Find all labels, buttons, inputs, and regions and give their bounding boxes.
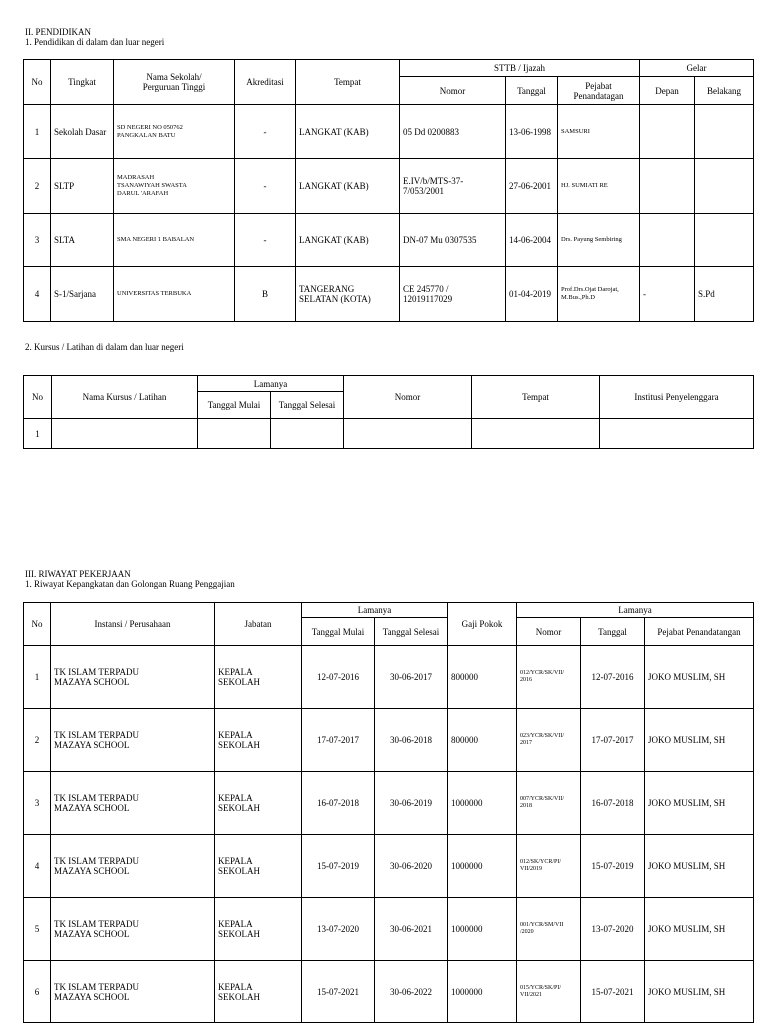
col-pejabat: Pejabat Penandatagan	[558, 77, 640, 105]
table-row	[24, 709, 754, 772]
cell-depan	[640, 214, 695, 267]
cell-pejabat: HJ. SUMIATI RE	[558, 159, 640, 214]
section-education-title: II. PENDIDIKAN	[25, 27, 91, 37]
cell-jabatan: KEPALA SEKOLAH	[215, 772, 302, 835]
cell-nomor	[344, 419, 472, 449]
cell-pejabat: JOKO MUSLIM, SH	[645, 772, 754, 835]
cell-tanggal: 15-07-2019	[581, 835, 645, 898]
cell-jabatan: KEPALA SEKOLAH	[215, 835, 302, 898]
col-tanggal-selesai: Tanggal Selesai	[375, 618, 448, 646]
col-tanggal-mulai: Tanggal Mulai	[302, 618, 375, 646]
table-row	[24, 772, 754, 835]
cell-tanggal: 13-07-2020	[581, 898, 645, 961]
cell-nomor: 05 Dd 0200883	[400, 105, 506, 159]
table-row	[24, 961, 754, 1023]
section-work-title: III. RIWAYAT PEKERJAAN	[25, 569, 131, 579]
cell-pejabat: Prof.Drs.Ojat Darojat, M.Bus.,Ph.D	[558, 267, 640, 322]
cell-tempat: LANGKAT (KAB)	[296, 214, 400, 267]
col-lamanya: Lamanya	[302, 603, 448, 618]
col-tempat: Tempat	[472, 376, 600, 419]
cell-no: 1	[24, 419, 52, 449]
course-table	[23, 375, 754, 449]
cell-no: 6	[24, 961, 51, 1023]
col-no: No	[24, 60, 51, 105]
cell-akreditasi: -	[235, 105, 296, 159]
cell-tempat: LANGKAT (KAB)	[296, 105, 400, 159]
table-row	[24, 214, 754, 267]
education-table	[23, 59, 754, 322]
cell-jabatan: KEPALA SEKOLAH	[215, 898, 302, 961]
col-tanggal: Tanggal	[506, 77, 558, 105]
cell-tanggal: 16-07-2018	[581, 772, 645, 835]
cell-nomor: 012/SK/YCR/PI/ VII/2019	[517, 835, 581, 898]
col-tanggal-selesai: Tanggal Selesai	[271, 392, 344, 419]
cell-pejabat: JOKO MUSLIM, SH	[645, 835, 754, 898]
col-gaji-pokok: Gaji Pokok	[448, 603, 517, 646]
col-instansi: Instansi / Perusahaan	[51, 603, 215, 646]
cell-no: 2	[24, 159, 51, 214]
table-row	[24, 267, 754, 322]
col-no: No	[24, 376, 52, 419]
cell-pejabat: JOKO MUSLIM, SH	[645, 898, 754, 961]
cell-gaji-pokok: 1000000	[448, 835, 517, 898]
cell-tanggal: 15-07-2021	[581, 961, 645, 1023]
cell-instansi: TK ISLAM TERPADU MAZAYA SCHOOL	[51, 646, 215, 709]
cell-no: 5	[24, 898, 51, 961]
cell-nomor: E.IV/b/MTS-37- 7/053/2001	[400, 159, 506, 214]
cell-tanggal: 27-06-2001	[506, 159, 558, 214]
cell-belakang	[695, 214, 754, 267]
col-tanggal-mulai: Tanggal Mulai	[198, 392, 271, 419]
cell-depan: -	[640, 267, 695, 322]
col-belakang: Belakang	[695, 77, 754, 105]
cell-tempat	[472, 419, 600, 449]
cell-tanggal: 01-04-2019	[506, 267, 558, 322]
cell-tingkat: S-1/Sarjana	[51, 267, 114, 322]
cell-no: 1	[24, 646, 51, 709]
table-row	[24, 646, 754, 709]
section-courses-subtitle: 2. Kursus / Latihan di dalam dan luar negeri	[25, 342, 184, 352]
cell-no: 4	[24, 835, 51, 898]
cell-institusi	[600, 419, 754, 449]
cell-belakang	[695, 105, 754, 159]
cell-no: 4	[24, 267, 51, 322]
cell-tanggal-selesai: 30-06-2017	[375, 646, 448, 709]
cell-tingkat: SLTP	[51, 159, 114, 214]
col-lamanya: Lamanya	[198, 376, 344, 392]
cell-tanggal-mulai: 16-07-2018	[302, 772, 375, 835]
cell-gaji-pokok: 800000	[448, 709, 517, 772]
cell-nomor: 015/YCR/SK/PI/ VII/2021	[517, 961, 581, 1023]
cell-instansi: TK ISLAM TERPADU MAZAYA SCHOOL	[51, 709, 215, 772]
cell-nomor: 001/YCR/SM/VII /2020	[517, 898, 581, 961]
cell-pejabat: Drs. Payung Sembiring	[558, 214, 640, 267]
cell-nomor: CE 245770 / 12019117029	[400, 267, 506, 322]
cell-nomor: 012/YCR/SK/VII/ 2016	[517, 646, 581, 709]
cell-instansi: TK ISLAM TERPADU MAZAYA SCHOOL	[51, 961, 215, 1023]
cell-nama-sekolah: SMA NEGERI 1 BABALAN	[114, 214, 235, 267]
cell-tanggal: 14-06-2004	[506, 214, 558, 267]
table-row	[24, 898, 754, 961]
cell-belakang: S.Pd	[695, 267, 754, 322]
cell-tingkat: SLTA	[51, 214, 114, 267]
cell-tanggal-selesai: 30-06-2021	[375, 898, 448, 961]
cell-no: 2	[24, 709, 51, 772]
section-education-subtitle: 1. Pendidikan di dalam dan luar negeri	[25, 37, 165, 47]
cell-no: 3	[24, 214, 51, 267]
cell-tempat: LANGKAT (KAB)	[296, 159, 400, 214]
cell-tempat: TANGERANG SELATAN (KOTA)	[296, 267, 400, 322]
cell-belakang	[695, 159, 754, 214]
cell-depan	[640, 159, 695, 214]
col-nomor: Nomor	[517, 618, 581, 646]
cell-tanggal-selesai: 30-06-2018	[375, 709, 448, 772]
cell-gaji-pokok: 1000000	[448, 961, 517, 1023]
cell-tanggal-mulai: 15-07-2019	[302, 835, 375, 898]
cell-nama-sekolah: MADRASAH TSANAWIYAH SWASTA DARUL 'ARAFAH	[114, 159, 235, 214]
cell-nama-kursus	[52, 419, 198, 449]
cell-pejabat: JOKO MUSLIM, SH	[645, 709, 754, 772]
col-tempat: Tempat	[296, 60, 400, 105]
cell-nomor: DN-07 Mu 0307535	[400, 214, 506, 267]
col-no: No	[24, 603, 51, 646]
section-work-subtitle: 1. Riwayat Kepangkatan dan Golongan Ruang Penggajian	[25, 579, 235, 589]
cell-gaji-pokok: 1000000	[448, 898, 517, 961]
table-row	[24, 419, 754, 449]
cell-tanggal-mulai: 13-07-2020	[302, 898, 375, 961]
col-nama-sekolah: Nama Sekolah/ Perguruan Tinggi	[114, 60, 235, 105]
cell-akreditasi: -	[235, 214, 296, 267]
cell-tanggal-mulai	[198, 419, 271, 449]
cell-jabatan: KEPALA SEKOLAH	[215, 646, 302, 709]
cell-akreditasi: -	[235, 159, 296, 214]
col-tanggal: Tanggal	[581, 618, 645, 646]
cell-pejabat: JOKO MUSLIM, SH	[645, 961, 754, 1023]
cell-instansi: TK ISLAM TERPADU MAZAYA SCHOOL	[51, 835, 215, 898]
cell-tanggal-mulai: 17-07-2017	[302, 709, 375, 772]
cell-nomor: 007/YCR/SK/VII/ 2018	[517, 772, 581, 835]
cell-tanggal-selesai	[271, 419, 344, 449]
work-history-table	[23, 602, 754, 1023]
cell-jabatan: KEPALA SEKOLAH	[215, 961, 302, 1023]
cell-pejabat: SAMSURI	[558, 105, 640, 159]
col-nomor: Nomor	[400, 77, 506, 105]
col-depan: Depan	[640, 77, 695, 105]
cell-pejabat: JOKO MUSLIM, SH	[645, 646, 754, 709]
cell-tanggal-selesai: 30-06-2022	[375, 961, 448, 1023]
cell-nama-sekolah: SD NEGERI NO 050762 PANGKALAN BATU	[114, 105, 235, 159]
cell-tanggal-selesai: 30-06-2020	[375, 835, 448, 898]
cell-instansi: TK ISLAM TERPADU MAZAYA SCHOOL	[51, 772, 215, 835]
cell-gaji-pokok: 800000	[448, 646, 517, 709]
cell-tanggal: 17-07-2017	[581, 709, 645, 772]
col-nama-kursus: Nama Kursus / Latihan	[52, 376, 198, 419]
cell-tanggal-mulai: 15-07-2021	[302, 961, 375, 1023]
cell-tanggal: 12-07-2016	[581, 646, 645, 709]
cell-no: 3	[24, 772, 51, 835]
col-tingkat: Tingkat	[51, 60, 114, 105]
col-gelar: Gelar	[640, 60, 754, 77]
cell-nama-sekolah: UNIVERSITAS TERBUKA	[114, 267, 235, 322]
cell-tanggal: 13-06-1998	[506, 105, 558, 159]
col-akreditasi: Akreditasi	[235, 60, 296, 105]
table-row	[24, 159, 754, 214]
cell-no: 1	[24, 105, 51, 159]
col-nomor: Nomor	[344, 376, 472, 419]
col-sttb-ijazah: STTB / Ijazah	[400, 60, 640, 77]
cell-tanggal-selesai: 30-06-2019	[375, 772, 448, 835]
cell-akreditasi: B	[235, 267, 296, 322]
cell-gaji-pokok: 1000000	[448, 772, 517, 835]
cell-depan	[640, 105, 695, 159]
table-row	[24, 835, 754, 898]
table-row	[24, 105, 754, 159]
col-jabatan: Jabatan	[215, 603, 302, 646]
cell-tingkat: Sekolah Dasar	[51, 105, 114, 159]
cell-instansi: TK ISLAM TERPADU MAZAYA SCHOOL	[51, 898, 215, 961]
cell-jabatan: KEPALA SEKOLAH	[215, 709, 302, 772]
col-lamanya-sk: Lamanya	[517, 603, 754, 618]
col-institusi: Institusi Penyelenggara	[600, 376, 754, 419]
cell-nomor: 023/YCR/SK/VII/ 2017	[517, 709, 581, 772]
col-pejabat: Pejabat Penandatangan	[645, 618, 754, 646]
cell-tanggal-mulai: 12-07-2016	[302, 646, 375, 709]
